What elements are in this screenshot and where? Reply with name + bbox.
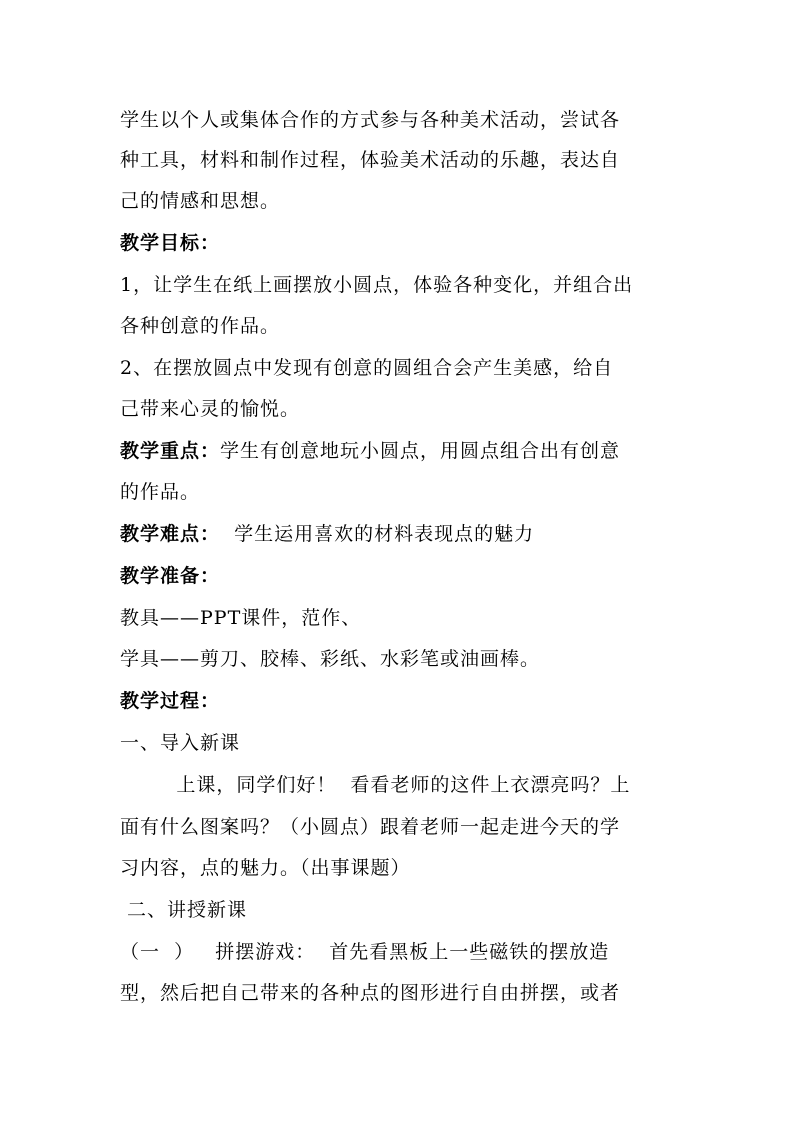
body-text-line: 型，然后把自己带来的各种点的图形进行自由拼摆，或者 — [120, 982, 621, 1004]
difficult-points-text: 学生运用喜欢的材料表现点的魅力 — [220, 523, 535, 545]
body-text-line: 学具——剪刀、胶棒、彩纸、水彩笔或油画棒。 — [120, 648, 541, 670]
section-heading-difficult-points: 教学难点： — [120, 523, 221, 545]
section-heading-process: 教学过程： — [120, 690, 221, 712]
body-text-line: 种工具，材料和制作过程，体验美术活动的乐趣，表达自 — [120, 149, 621, 171]
body-text-line: 教具——PPT课件，范作、 — [120, 607, 362, 629]
body-text-line: 己带来心灵的愉悦。 — [120, 398, 301, 420]
body-text-line: 的作品。 — [120, 481, 201, 503]
body-text-line: 面有什么图案吗？（小圆点）跟着老师一起走进今天的学 — [120, 816, 621, 838]
key-points-text: 学生有创意地玩小圆点，用圆点组合出有创意 — [220, 440, 621, 462]
difficult-points-line — [120, 521, 534, 547]
section-heading-key-points: 教学重点： — [120, 440, 221, 462]
body-text-line: 1，让学生在纸上画摆放小圆点，体验各种变化，并组合出 — [120, 274, 634, 296]
subsection-heading-intro: 一、导入新课 — [120, 732, 241, 754]
section-heading-teaching-goals: 教学目标： — [120, 232, 221, 254]
section-heading-preparation: 教学准备： — [120, 565, 221, 587]
body-text-line: 各种创意的作品。 — [120, 315, 281, 337]
subsection-heading-new-lesson: 二、讲授新课 — [120, 899, 248, 921]
body-text-line: 习内容，点的魅力。（出事课题） — [120, 857, 411, 879]
body-text-line: （一 ） 拼摆游戏： 首先看黑板上一些磁铁的摆放造 — [120, 941, 610, 963]
body-text-line: 上课，同学们好！ 看看老师的这件上衣漂亮吗？上 — [120, 774, 631, 796]
body-text-line: 2、在摆放圆点中发现有创意的圆组合会产生美感，给自 — [120, 357, 614, 379]
body-text-line: 学生以个人或集体合作的方式参与各种美术活动，尝试各 — [120, 109, 621, 131]
body-text-line: 己的情感和思想。 — [120, 190, 281, 212]
key-points-line — [120, 438, 620, 464]
